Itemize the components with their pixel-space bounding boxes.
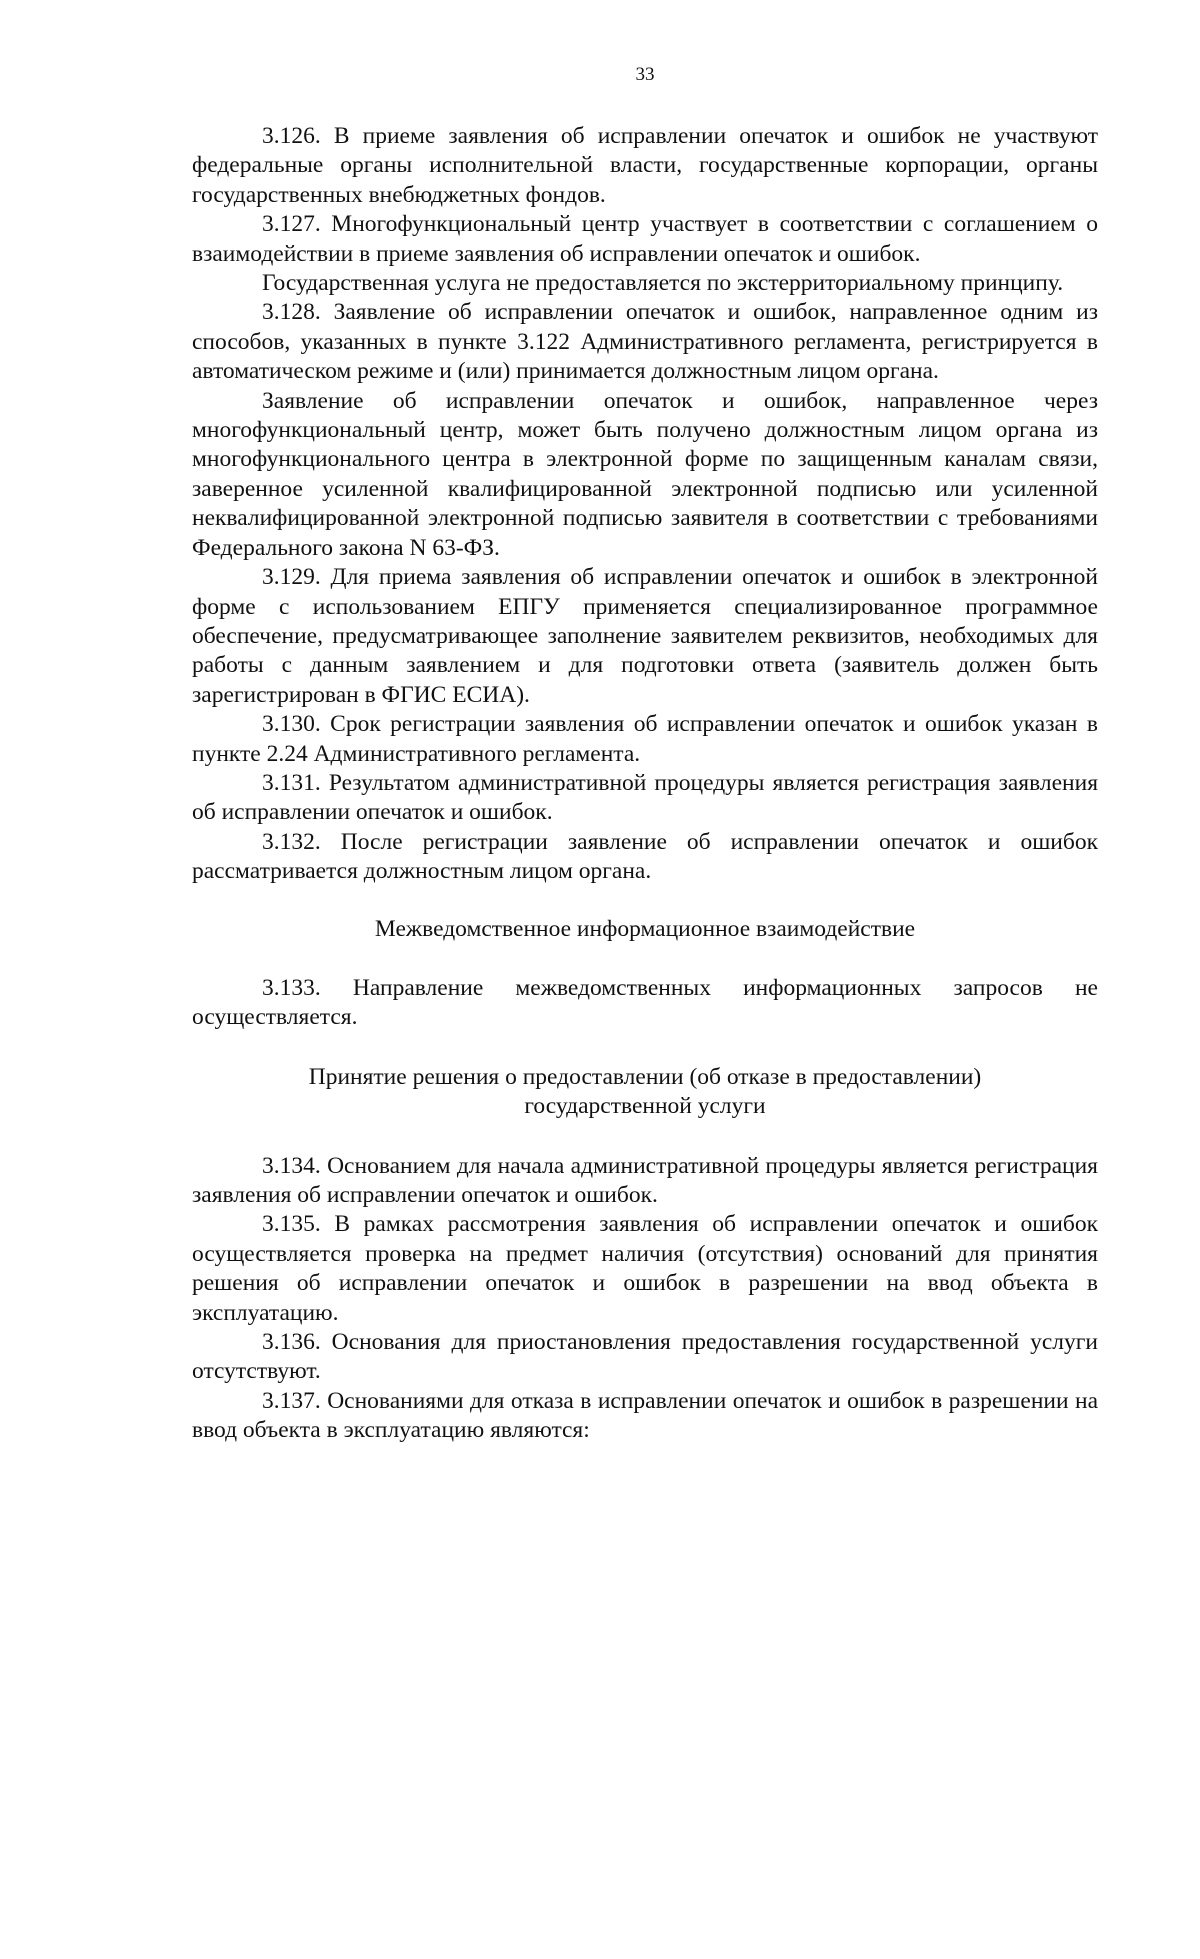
paragraph-extraterritorial: Государственная услуга не предоставляется по экстерриториальному принципу. [262,270,1064,297]
paragraph-3-132: 3.132. После регистрации заявление об исправлении опечаток и ошибок рассматривается должностным лицом органа. [192,828,1098,885]
section-heading-decision-line2: государственной услуги [524,1093,766,1120]
section-heading-decision-line1: Принятие решения о предоставлении (об отказе в предоставлении) [308,1063,982,1090]
paragraph-3-127: 3.127. Многофункциональный центр участвует в соответствии с соглашением о взаимодействии в приеме заявления об исправлении опечаток и ошибок. [192,211,1098,267]
section-heading-decision [192,1063,1098,1122]
paragraph-3-128: 3.128. Заявление об исправлении опечаток и ошибок, направленное одним из способов, указанных в пункте 3.122 Административного регламента, регистрируется в автоматическом режиме и (или) принимается должностным лицом органа. [192,299,1098,385]
document-body [192,122,1098,1446]
paragraph-mfc-application: Заявление об исправлении опечаток и ошибок, направленное через многофункциональный центр, может быть получено должностным лицом органа из многофункционального центра в электронной форме по защищенным каналам связи, заверенное усиленной квалифицированной электронной подписью или усиленной неквалифицированной электронной подписью заявителя в соответствии с требованиями Федерального закона N 63-ФЗ. [192,387,1098,561]
paragraph-3-136: 3.136. Основания для приостановления предоставления государственной услуги отсутствуют. [192,1329,1098,1385]
paragraph-3-134: 3.134. Основанием для начала административной процедуры является регистрация заявления об исправлении опечаток и ошибок. [192,1152,1098,1208]
paragraph-3-133: 3.133. Направление межведомственных информационных запросов не осуществляется. [192,974,1098,1031]
paragraph-3-137: 3.137. Основаниями для отказа в исправлении опечаток и ошибок в разрешении на ввод объекта в эксплуатацию являются: [192,1387,1098,1444]
paragraph-3-126: 3.126. В приеме заявления об исправлении опечаток и ошибок не участвуют федеральные органы исполнительной власти, государственные корпорации, органы государственных внебюджетных фондов. [192,123,1098,208]
paragraph-3-135: 3.135. В рамках рассмотрения заявления об исправлении опечаток и ошибок осуществляется проверка на предмет наличия (отсутствия) оснований для принятия решения об исправлении опечаток и ошибок в разрешении на ввод объекта в эксплуатацию. [192,1211,1098,1326]
paragraph-3-129: 3.129. Для приема заявления об исправлении опечаток и ошибок в электронной форме с использованием ЕПГУ применяется специализированное программное обеспечение, предусматривающее заполнение заявителем реквизитов, необходимых для работы с данным заявлением и для подготовки ответа (заявитель должен быть зарегистрирован в ФГИС ЕСИА). [192,564,1098,708]
paragraph-3-131: 3.131. Результатом административной процедуры является регистрация заявления об исправлении опечаток и ошибок. [192,769,1098,826]
section-heading-interagency: Межведомственное информационное взаимодействие [374,915,916,942]
paragraph-3-130: 3.130. Срок регистрации заявления об исправлении опечаток и ошибок указан в пункте 2.24 Административного регламента. [192,711,1098,767]
page-number: 33 [635,64,655,85]
